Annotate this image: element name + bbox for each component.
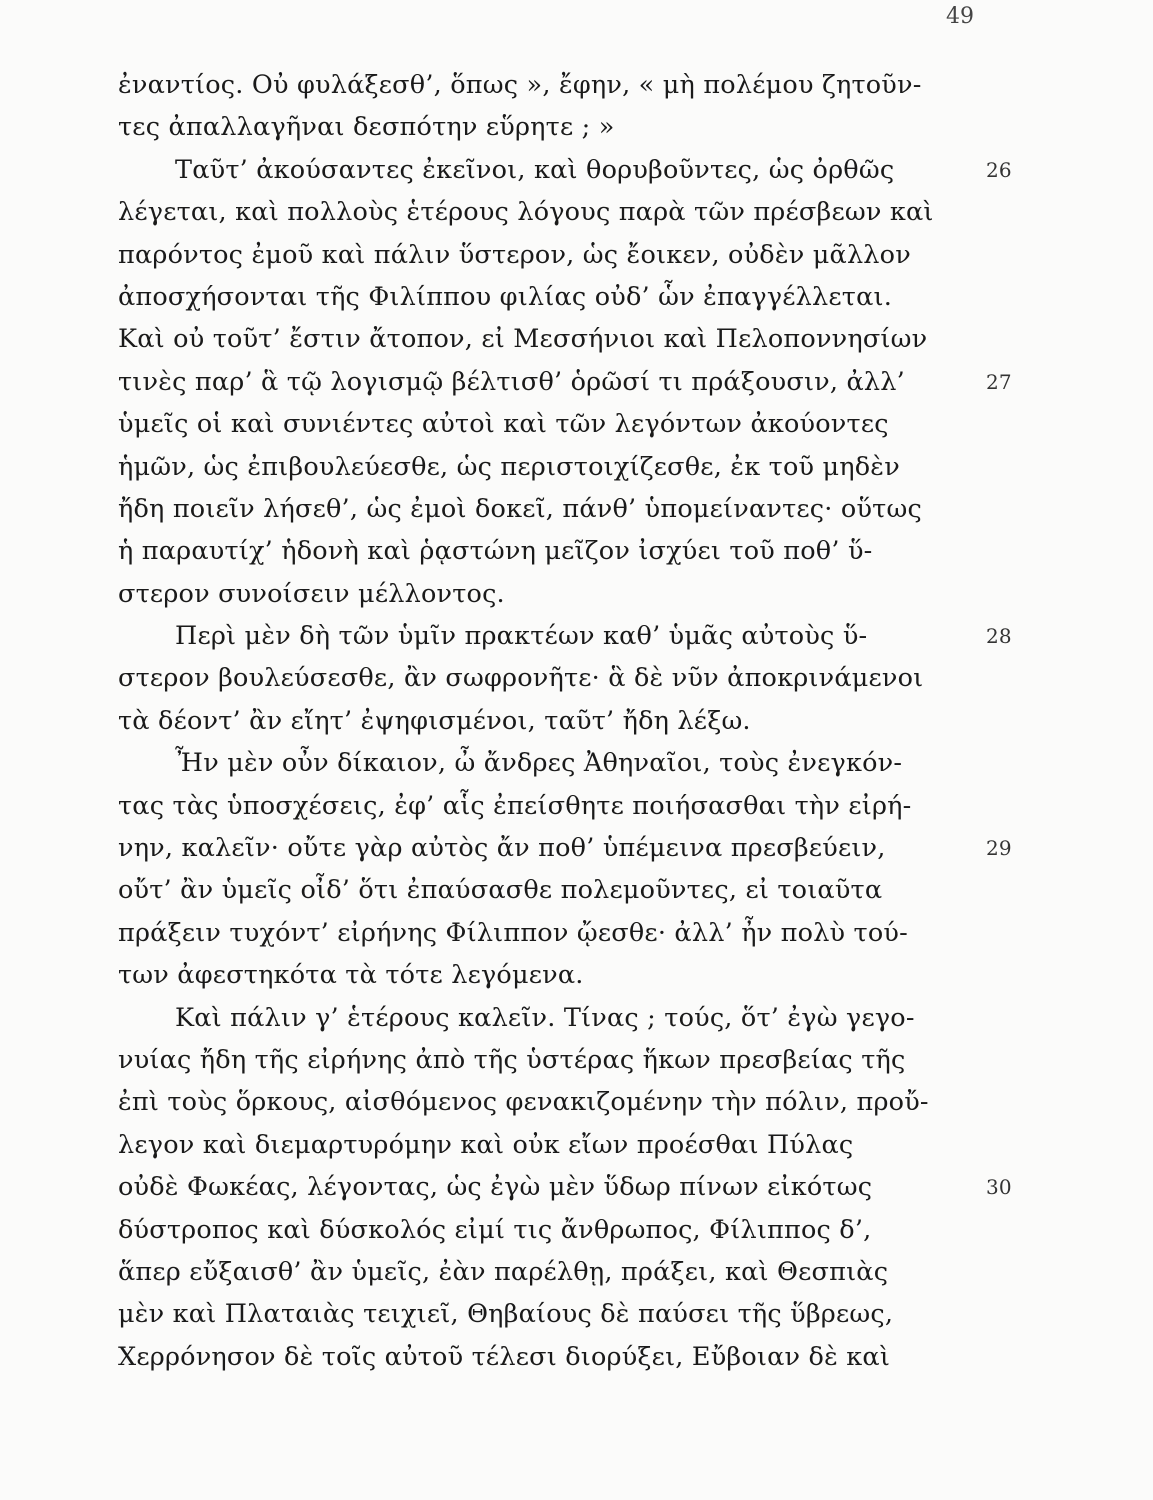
line-text: ἡμῶν, ὡς ἐπιβουλεύεσθε, ὡς περιστοιχίζεσθε, ἐκ τοῦ μηδὲν [118, 451, 900, 482]
line-text: Ταῦτ’ ἀκούσαντες ἐκεῖνοι, καὶ θορυβοῦντες, ὡς ὀρθῶς [175, 154, 895, 185]
text-line [118, 657, 968, 699]
line-text: λεγον καὶ διεμαρτυρόμην καὶ οὐκ εἴων προέσθαι Πύλας [118, 1129, 854, 1160]
text-line [118, 234, 968, 276]
text-line [118, 403, 968, 445]
line-text: ἐπὶ τοὺς ὅρκους, αἰσθόμενος φενακιζομένην τὴν πόλιν, προὔ- [118, 1087, 929, 1118]
text-line [118, 700, 968, 742]
line-text: νυίας ἤδη τῆς εἰρήνης ἀπὸ τῆς ὑστέρας ἥκων πρεσβείας τῆς [118, 1044, 906, 1075]
line-text: Ἦν μὲν οὖν δίκαιον, ὦ ἄνδρες Ἀθηναῖοι, τοὺς ἐνεγκόν- [175, 748, 903, 779]
text-line [118, 997, 968, 1039]
line-text: πράξειν τυχόντ’ εἰρήνης Φίλιππον ᾤεσθε· ἀλλ’ ἦν πολὺ τού- [118, 917, 908, 948]
text-line [118, 318, 968, 360]
line-text: Περὶ μὲν δὴ τῶν ὑμῖν πρακτέων καθ’ ὑμᾶς αὐτοὺς ὕ- [175, 621, 868, 652]
text-line [118, 361, 1012, 403]
text-line [118, 1081, 968, 1123]
line-text: ἀποσχήσονται τῆς Φιλίππου φιλίας οὐδ’ ὧν ἐπαγγέλλεται. [118, 281, 893, 312]
line-text: ὑμεῖς οἱ καὶ συνιέντες αὐτοὶ καὶ τῶν λεγόντων ἀκούοντες [118, 409, 889, 440]
text-line [118, 1336, 968, 1378]
line-text: ἐναντίος. Οὐ φυλάξεσθ’, ὅπως », ἔφην, « μὴ πολέμου ζητοῦν- [118, 70, 922, 100]
text-line [118, 64, 968, 106]
text-line [118, 149, 1012, 191]
text-line [118, 615, 1012, 657]
text-line [118, 869, 968, 911]
text-line [118, 530, 968, 572]
text-line [118, 742, 968, 784]
text-line [118, 446, 968, 488]
line-text: οὔτ’ ἂν ὑμεῖς οἶδ’ ὅτι ἐπαύσασθε πολεμοῦντες, εἰ τοιαῦτα [118, 875, 883, 906]
text-line [118, 1293, 968, 1335]
line-text: οὐδὲ Φωκέας, λέγοντας, ὡς ἐγὼ μὲν ὕδωρ πίνων εἰκότως [118, 1172, 873, 1203]
line-text: δύστροπος καὶ δύσκολός εἰμί τις ἄνθρωπος, Φίλιππος δ’, [118, 1214, 872, 1245]
line-text: τινὲς παρ’ ἃ τῷ λογισμῷ βέλτισθ’ ὁρῶσί τι πράξουσιν, ἀλλ’ [118, 366, 905, 397]
line-text: ἅπερ εὔξαισθ’ ἂν ὑμεῖς, ἐὰν παρέλθῃ, πράξει, καὶ Θεσπιὰς [118, 1256, 889, 1287]
body-text [118, 64, 1012, 1378]
line-text: ἡ παραυτίχ’ ἡδονὴ καὶ ῥᾳστώνη μεῖζον ἰσχύει τοῦ ποθ’ ὕ- [118, 536, 873, 567]
line-text: των ἀφεστηκότα τὰ τότε λεγόμενα. [118, 960, 584, 991]
line-text: τες ἀπαλλαγῆναι δεσπότην εὕρητε ; » [118, 112, 615, 143]
text-line [118, 191, 968, 233]
text-line [118, 1124, 968, 1166]
text-line [118, 276, 968, 318]
section-number: 29 [986, 836, 1012, 861]
section-number: 26 [986, 157, 1012, 182]
section-number: 27 [986, 369, 1012, 394]
text-line [118, 1251, 968, 1293]
line-text: λέγεται, καὶ πολλοὺς ἑτέρους λόγους παρὰ τῶν πρέσβεων καὶ [118, 197, 934, 228]
line-text: τας τὰς ὑποσχέσεις, ἐφ’ αἷς ἐπείσθητε ποιήσασθαι τὴν εἰρή- [118, 790, 912, 821]
line-text: τὰ δέοντ’ ἂν εἴητ’ ἐψηφισμένοι, ταῦτ’ ἤδη λέξω. [118, 705, 751, 736]
line-text: στερον συνοίσειν μέλλοντος. [118, 578, 505, 609]
text-line [118, 1039, 968, 1081]
text-line [118, 785, 968, 827]
line-text: νην, καλεῖν· οὔτε γὰρ αὐτὸς ἄν ποθ’ ὑπέμεινα πρεσβεύειν, [118, 833, 886, 864]
line-text: Καὶ οὐ τοῦτ’ ἔστιν ἄτοπον, εἰ Μεσσήνιοι καὶ Πελοποννησίων [118, 324, 928, 355]
text-line [118, 106, 968, 148]
text-line [118, 827, 1012, 869]
line-text: μὲν καὶ Πλαταιὰς τειχιεῖ, Θηβαίους δὲ παύσει τῆς ὕβρεως, [118, 1299, 894, 1330]
text-line [118, 1209, 968, 1251]
text-line [118, 488, 968, 530]
text-line [118, 1166, 1012, 1208]
line-text: παρόντος ἐμοῦ καὶ πάλιν ὕστερον, ὡς ἔοικεν, οὐδὲν μᾶλλον [118, 239, 911, 270]
text-line [118, 954, 968, 996]
section-number: 28 [986, 624, 1012, 649]
line-text: ἤδη ποιεῖν λήσεθ’, ὡς ἐμοὶ δοκεῖ, πάνθ’ ὑπομείναντες· οὕτως [118, 493, 922, 524]
line-text: στερον βουλεύσεσθε, ἂν σωφρονῆτε· ἃ δὲ νῦν ἀποκρινάμενοι [118, 663, 924, 694]
line-text: Καὶ πάλιν γ’ ἑτέρους καλεῖν. Τίνας ; τούς, ὅτ’ ἐγὼ γεγο- [175, 1002, 915, 1033]
section-number: 30 [986, 1175, 1012, 1200]
text-line [118, 573, 968, 615]
line-text: Χερρόνησον δὲ τοῖς αὐτοῦ τέλεσι διορύξει, Εὔβοιαν δὲ καὶ [118, 1341, 891, 1372]
text-line [118, 912, 968, 954]
page-number: 49 [946, 4, 974, 29]
